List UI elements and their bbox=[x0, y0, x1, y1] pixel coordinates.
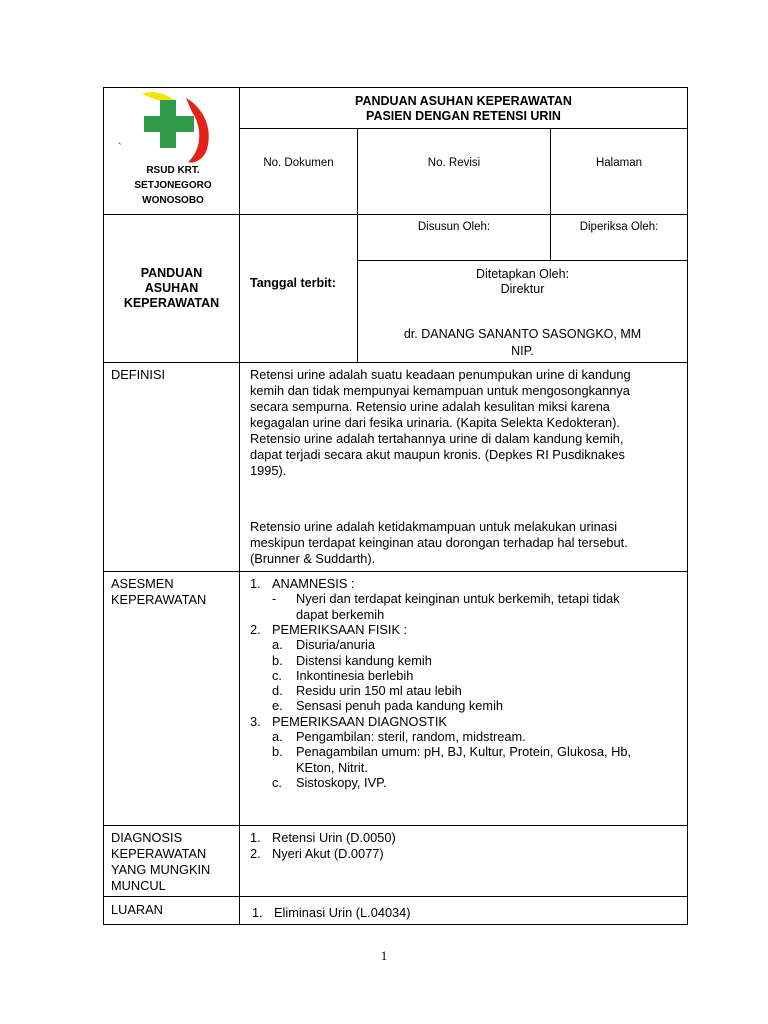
organization-name bbox=[108, 163, 238, 208]
no-revisi-label: No. Revisi bbox=[427, 157, 481, 169]
row-divider-diagnosis bbox=[103, 896, 688, 897]
list-text: Residu urin 150 ml atau lebih bbox=[296, 683, 462, 699]
luaran-list bbox=[252, 905, 684, 923]
list-text: ANAMNESIS : bbox=[272, 576, 355, 591]
doc-type-line-2: ASUHAN bbox=[144, 281, 199, 295]
disusun-oleh-label: Disusun Oleh: bbox=[417, 221, 491, 233]
org-line-1: RSUD KRT. bbox=[146, 165, 200, 176]
table-border-top bbox=[103, 87, 688, 88]
paragraph-line: (Brunner & Suddarth). bbox=[250, 551, 376, 566]
list-marker: 1. bbox=[250, 830, 261, 845]
list-text: PEMERIKSAAN DIAGNOSTIK bbox=[272, 713, 447, 729]
diagnosis-list bbox=[250, 830, 682, 890]
list-text: Inkontinesia berlebih bbox=[296, 667, 414, 683]
tanggal-terbit-label: Tanggal terbit: bbox=[250, 276, 336, 290]
definisi-paragraph-1 bbox=[250, 367, 682, 479]
table-border-bottom bbox=[103, 924, 688, 925]
hospital-logo bbox=[136, 90, 216, 166]
asesmen-label-line-2: KEPERAWATAN bbox=[111, 592, 207, 607]
list-text: Distensi kandung kemih bbox=[296, 652, 432, 668]
definisi-paragraph-2 bbox=[250, 519, 682, 567]
list-text: Retensi Urin (D.0050) bbox=[272, 830, 396, 845]
logo-green-cross bbox=[144, 100, 194, 148]
list-marker: 1. bbox=[252, 905, 263, 920]
list-text: Sistoskopy, IVP. bbox=[296, 774, 387, 790]
asesmen-label bbox=[111, 576, 206, 608]
approval-row-divider bbox=[357, 260, 688, 261]
diperiksa-oleh-label: Diperiksa Oleh: bbox=[579, 221, 659, 233]
org-line-3: WONOSOBO bbox=[142, 195, 204, 206]
title-line-1: PANDUAN ASUHAN KEPERAWATAN bbox=[355, 94, 572, 108]
ditetapkan-block bbox=[358, 267, 687, 297]
list-text: Eliminasi Urin (L.04034) bbox=[274, 905, 411, 920]
doc-col-divider-1 bbox=[357, 128, 358, 215]
title-line-2: PASIEN DENGAN RETENSI URIN bbox=[366, 109, 561, 123]
document-type bbox=[104, 266, 239, 311]
doc-col-divider-2 bbox=[550, 128, 551, 215]
diagnosis-label-line-3: YANG MUNGKIN bbox=[111, 862, 211, 877]
list-marker: c. bbox=[272, 774, 282, 790]
list-text: Pengambilan: steril, random, midstream. bbox=[296, 729, 526, 744]
no-dokumen-label: No. Dokumen bbox=[263, 157, 334, 169]
table-border-left bbox=[103, 87, 104, 925]
list-text: Nyeri Akut (D.0077) bbox=[272, 846, 384, 861]
diagnosis-label-line-1: DIAGNOSIS bbox=[111, 830, 183, 845]
ditetapkan-oleh-label: Ditetapkan Oleh: bbox=[475, 267, 570, 281]
list-marker: b. bbox=[272, 744, 283, 760]
list-text: Disuria/anuria bbox=[296, 637, 375, 653]
list-marker: e. bbox=[272, 698, 283, 714]
document-title bbox=[240, 94, 687, 124]
paragraph-line: 1995). bbox=[250, 463, 287, 478]
paragraph-line: Retensio urine adalah ketidakmampuan untuk melakukan urinasi bbox=[250, 519, 618, 534]
doc-type-line-1: PANDUAN bbox=[140, 266, 203, 280]
doc-type-line-3: KEPERAWATAN bbox=[123, 296, 220, 310]
list-marker: a. bbox=[272, 729, 283, 744]
table-border-right bbox=[687, 87, 688, 925]
org-line-2: SETJONEGORO bbox=[134, 180, 212, 191]
list-marker: - bbox=[272, 591, 277, 607]
paragraph-line: secara sempurna. Retensio urine adalah kesulitan miksi karena bbox=[250, 399, 610, 414]
list-marker: c. bbox=[272, 667, 282, 683]
list-marker: 1. bbox=[250, 576, 261, 591]
row-divider-approval bbox=[103, 362, 688, 363]
list-marker: b. bbox=[272, 652, 283, 668]
signatory-name: dr. DANANG SANANTO SASONGKO, MM bbox=[403, 327, 642, 341]
list-marker: d. bbox=[272, 683, 283, 699]
list-text: dapat berkemih bbox=[296, 606, 385, 622]
jabatan-text: Direktur bbox=[500, 282, 545, 296]
logo-mark: ` bbox=[118, 142, 122, 154]
diagnosis-label bbox=[111, 830, 210, 894]
diagnosis-label-line-4: MUNCUL bbox=[111, 878, 166, 893]
list-marker: 3. bbox=[250, 713, 261, 729]
list-marker: a. bbox=[272, 637, 283, 653]
column-divider bbox=[239, 87, 240, 925]
nip-label: NIP. bbox=[511, 344, 534, 358]
header-title-divider bbox=[239, 128, 688, 129]
asesmen-list bbox=[250, 576, 682, 821]
list-text: Sensasi penuh pada kandung kemih bbox=[296, 698, 504, 714]
paragraph-line: Retensi urine adalah suatu keadaan penumpukan urine di kandung bbox=[250, 367, 631, 382]
definisi-label: DEFINISI bbox=[111, 367, 166, 382]
asesmen-label-line-1: ASESMEN bbox=[111, 576, 174, 591]
row-divider-asesmen bbox=[103, 825, 688, 826]
halaman-label: Halaman bbox=[595, 157, 643, 169]
diagnosis-label-line-2: KEPERAWATAN bbox=[111, 846, 207, 861]
list-text: Penagambilan umum: pH, BJ, Kultur, Protein, Glukosa, Hb, bbox=[296, 744, 632, 760]
luaran-label: LUARAN bbox=[111, 902, 163, 917]
list-marker: 2. bbox=[250, 846, 261, 861]
paragraph-line: Retensio urine adalah tertahannya urine di dalam kandung kemih, bbox=[250, 431, 624, 446]
paragraph-line: kegagalan urine dari fesika urinaria. (Kapita Selekta Kedokteran). bbox=[250, 415, 620, 430]
list-marker: 2. bbox=[250, 621, 261, 637]
list-text: KEton, Nitrit. bbox=[296, 759, 368, 775]
list-text: Nyeri dan terdapat keinginan untuk berkemih, tetapi tidak bbox=[296, 591, 620, 607]
row-divider-header bbox=[103, 214, 688, 215]
list-text: PEMERIKSAAN FISIK : bbox=[272, 621, 408, 637]
page-number: 1 bbox=[380, 948, 388, 963]
paragraph-line: kemih dan tidak mempunyai kemampuan untuk mengosongkannya bbox=[250, 383, 630, 398]
paragraph-line: dapat terjadi secara akut maupun kronis. (Depkes RI Pusdiknakes bbox=[250, 447, 625, 462]
paragraph-line: meskipun terdapat keinginan atau dorongan terhadap hal tersebut. bbox=[250, 535, 628, 550]
row-divider-definisi bbox=[103, 571, 688, 572]
